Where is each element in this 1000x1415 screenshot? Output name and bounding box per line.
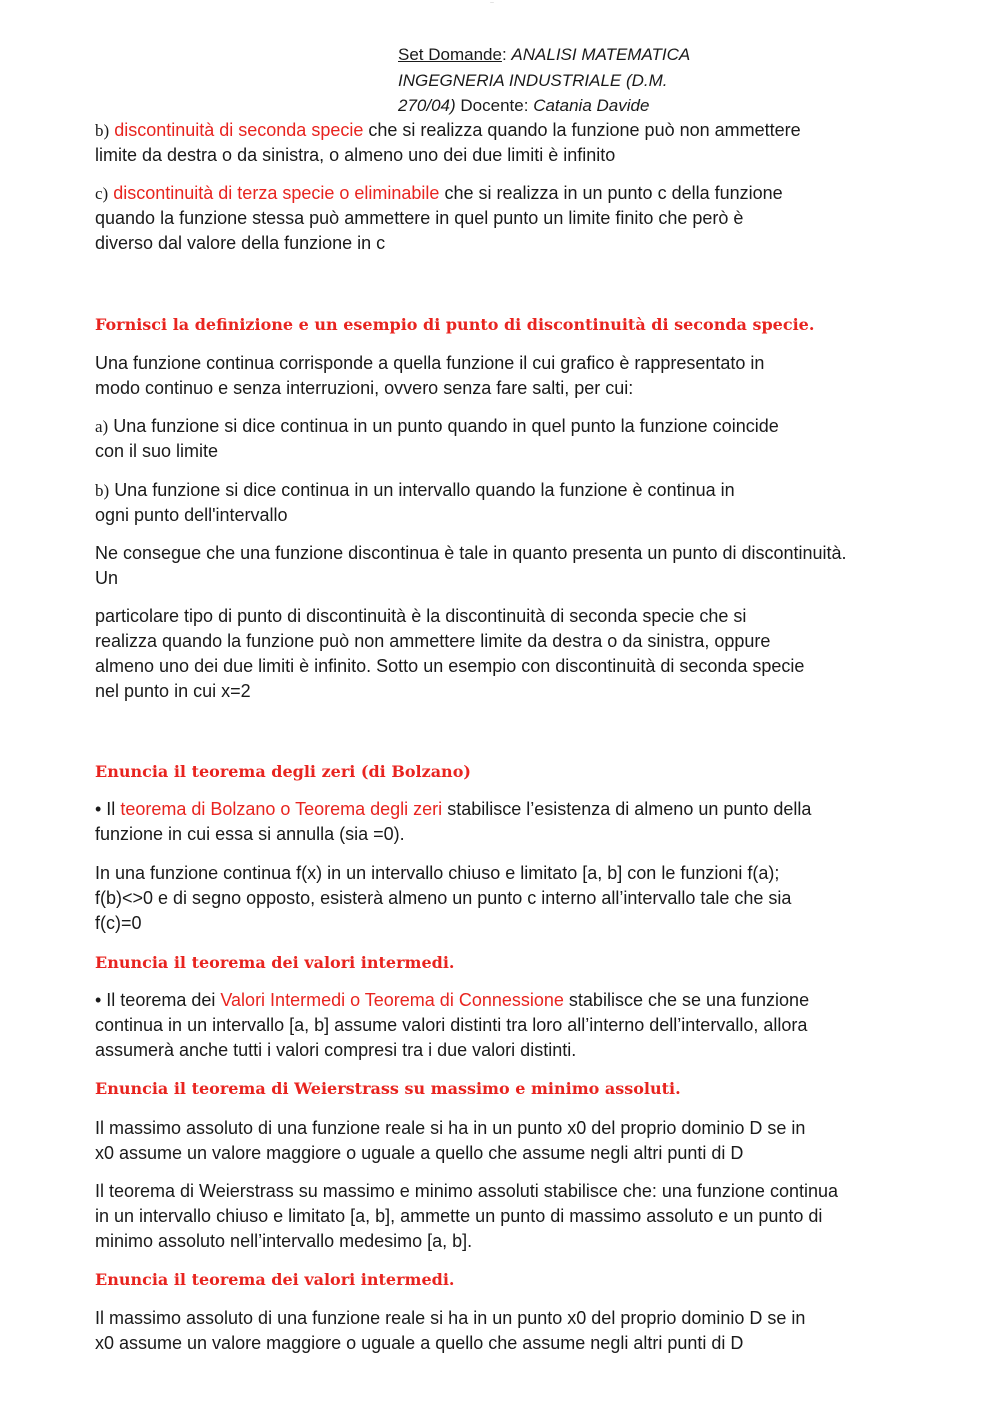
paragraph: Il massimo assoluto di una funzione reale si ha in un punto x0 del proprio dominio D se in x0 assume un valore maggiore o uguale a quello che assume negli altri punti di D (95, 1308, 806, 1353)
highlight-text: discontinuità di seconda specie (114, 120, 364, 140)
question-heading: Enuncia il teorema dei valori intermedi. (95, 953, 455, 972)
intro-item-c: c) discontinuità di terza specie o eliminabile che si realizza in un punto c della funzione quando la funzione stessa può ammettere in quel punto un limite finito che però è diverso dal valore della funzione in c (95, 183, 783, 253)
docente-label: Docente: (460, 96, 529, 115)
document-header (398, 42, 758, 119)
intro-item-b: b) discontinuità di seconda specie che si realizza quando la funzione può non ammettere limite da destra o da sinistra, o almeno uno dei due limiti è infinito (95, 120, 801, 165)
paragraph: Ne consegue che una funzione discontinua è tale in quanto presenta un punto di discontinuità. Un (95, 543, 847, 588)
question-heading: Fornisci la definizione e un esempio di punto di discontinuità di seconda specie. (95, 315, 815, 334)
docente-name: Catania Davide (533, 96, 650, 115)
question-heading: Enuncia il teorema degli zeri (di Bolzano) (95, 762, 471, 781)
highlight-text: teorema di Bolzano o Teorema degli zeri (120, 799, 443, 819)
header-line-1: Set Domande: ANALISI MATEMATICA (398, 45, 691, 64)
set-label: Set Domande (398, 45, 502, 64)
highlight-text: Valori Intermedi o Teorema di Connessione (220, 990, 564, 1010)
paragraph: particolare tipo di punto di discontinuità è la discontinuità di seconda specie che si realizza quando la funzione può non ammettere limite da destra o da sinistra, oppure almeno uno dei due limiti è infinito. Sotto un esempio con discontinuità di seconda specie nel punto in cui x=2 (95, 606, 805, 701)
paragraph: • Il teorema di Bolzano o Teorema degli zeri stabilisce l’esistenza di almeno un punto della funzione in cui essa si annulla (sia =0). (95, 799, 812, 844)
highlight-text: discontinuità di terza specie o eliminabile (113, 183, 440, 203)
list-item-a: a) Una funzione si dice continua in un punto quando in quel punto la funzione coincide con il suo limite (95, 416, 779, 461)
top-mark: — (490, 0, 494, 5)
paragraph: Il teorema di Weierstrass su massimo e minimo assoluti stabilisce che: una funzione continua in un intervallo chiuso e limitato [a, b], ammette un punto di massimo assoluto e un punto di minimo assoluto nell’intervallo medesimo [a, b]. (95, 1181, 839, 1251)
question-heading: Enuncia il teorema dei valori intermedi. (95, 1270, 455, 1289)
paragraph: • Il teorema dei Valori Intermedi o Teorema di Connessione stabilisce che se una funzione continua in un intervallo [a, b] assume valori distinti tra loro all’interno dell’intervallo, allora assumerà anche tutti i valori compresi tra i due valori distinti. (95, 990, 810, 1060)
question-heading: Enuncia il teorema di Weierstrass su massimo e minimo assoluti. (95, 1079, 681, 1098)
header-line-3: 270/04) Docente: Catania Davide (398, 96, 650, 115)
paragraph: In una funzione continua f(x) in un intervallo chiuso e limitato [a, b] con le funzioni f(a); f(b)<>0 e di segno opposto, esisterà almeno un punto c interno all’intervallo tale che sia f(c)=0 (95, 863, 792, 933)
list-item-b: b) Una funzione si dice continua in un intervallo quando la funzione è continua in ogni punto dell'intervallo (95, 480, 735, 525)
course-title: ANALISI MATEMATICA (511, 45, 691, 64)
paragraph: Una funzione continua corrisponde a quella funzione il cui grafico è rappresentato in modo continuo e senza interruzioni, ovvero senza fare salti, per cui: (95, 353, 765, 398)
header-line-2: INGEGNERIA INDUSTRIALE (D.M. (398, 70, 668, 90)
paragraph: Il massimo assoluto di una funzione reale si ha in un punto x0 del proprio dominio D se in x0 assume un valore maggiore o uguale a quello che assume negli altri punti di D (95, 1118, 806, 1163)
